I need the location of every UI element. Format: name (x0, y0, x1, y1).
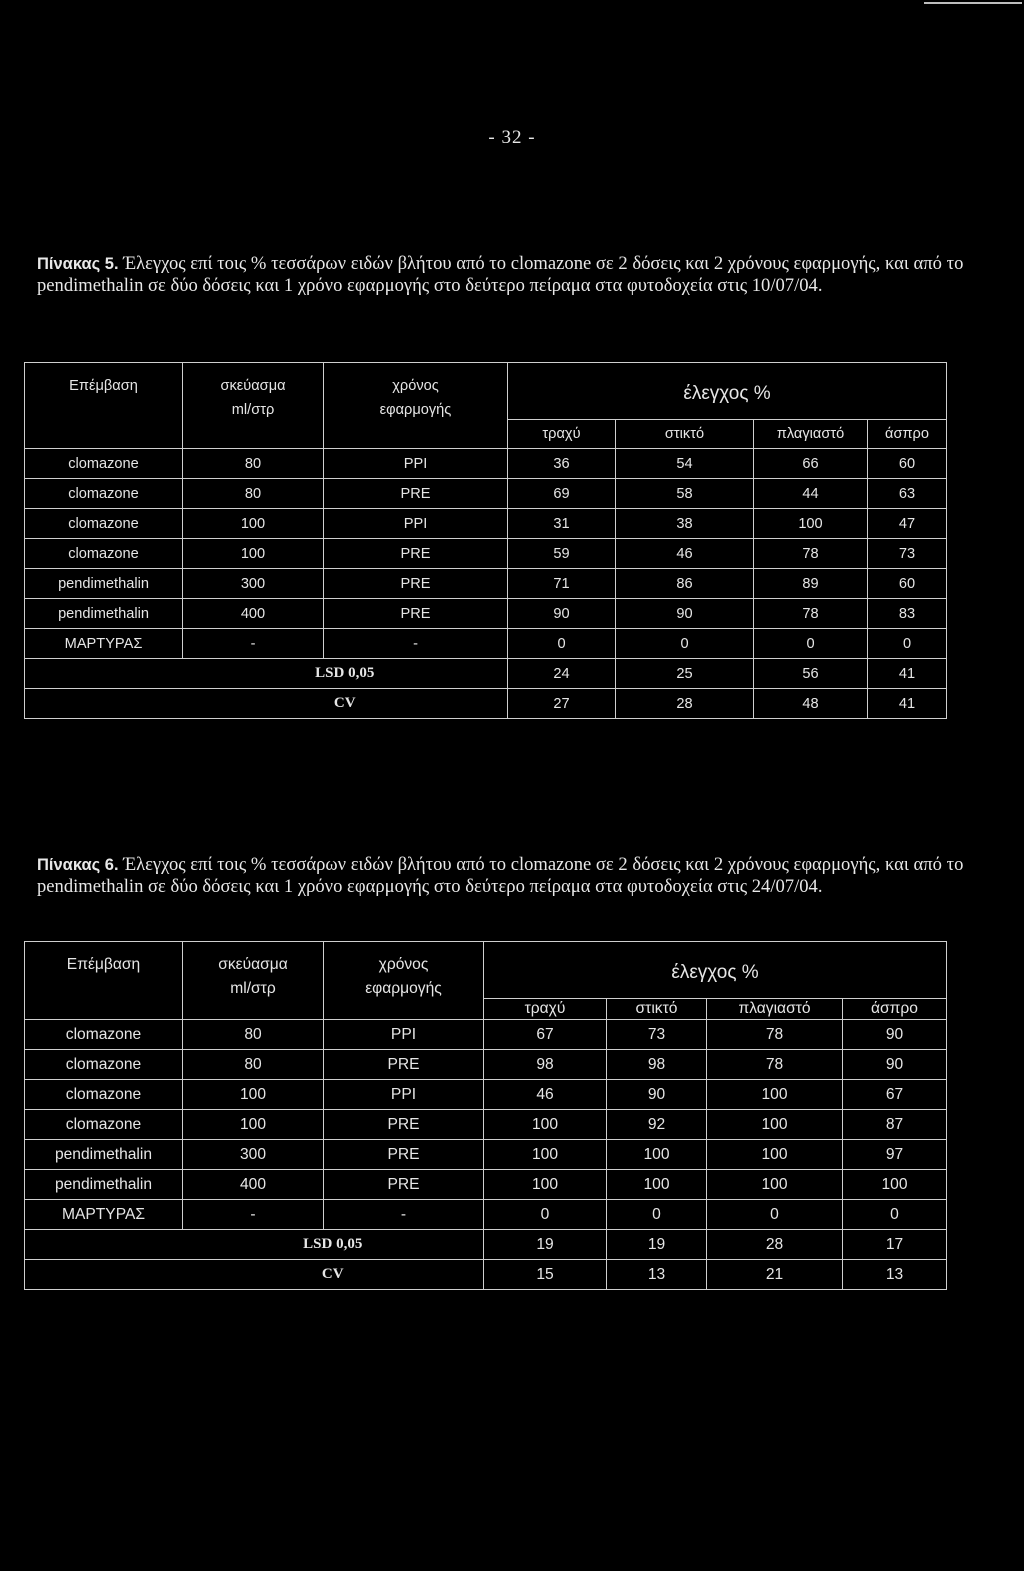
table-6-caption-text: Έλεγχος επί τοις % τεσσάρων ειδών βλήτου από το clomazone σε 2 δόσεις και 2 χρόνους εφαρμογής, και από το pendimethalin σε δύο δόσεις και 1 χρόνο εφαρμογής στο δεύτερο πείραμα στα φυτοδοχεία στις 24/07/04. (37, 854, 964, 897)
stat-row (25, 689, 947, 719)
cell-plagiasto: 100 (707, 1110, 843, 1140)
cell-trachy: 36 (508, 449, 616, 479)
stat-value: 27 (508, 689, 616, 719)
cell-dose: 300 (183, 569, 324, 599)
cell-aspro: 67 (843, 1080, 947, 1110)
cell-stikto: 58 (616, 479, 754, 509)
table-5-label: Πίνακας 5. (37, 255, 119, 273)
stat-value: 48 (754, 689, 868, 719)
cell-plagiasto: 100 (707, 1170, 843, 1200)
header-application-time: χρόνος εφαρμογής (324, 363, 508, 449)
cell-timing: PRE (324, 479, 508, 509)
header-control-group: έλεγχος % (508, 363, 947, 420)
blank-cell (25, 659, 183, 689)
cell-plagiasto: 100 (707, 1080, 843, 1110)
cell-plagiasto: 78 (707, 1050, 843, 1080)
cell-stikto: 0 (616, 629, 754, 659)
cell-trachy: 31 (508, 509, 616, 539)
cell-treatment: pendimethalin (25, 569, 183, 599)
stat-value: 25 (616, 659, 754, 689)
cell-aspro: 83 (868, 599, 947, 629)
cell-dose: 100 (183, 539, 324, 569)
header-species: άσπρο (843, 999, 947, 1020)
stat-value: 41 (868, 659, 947, 689)
cell-treatment: clomazone (25, 1080, 183, 1110)
cell-plagiasto: 100 (707, 1140, 843, 1170)
cell-timing: PRE (324, 1170, 484, 1200)
header-treatment: Επέμβαση (25, 942, 183, 1020)
table-row (25, 569, 947, 599)
cell-treatment: clomazone (25, 479, 183, 509)
cell-trachy: 71 (508, 569, 616, 599)
header-species: πλαγιαστό (707, 999, 843, 1020)
cell-dose: 400 (183, 599, 324, 629)
table-row (25, 509, 947, 539)
cell-aspro: 90 (843, 1020, 947, 1050)
stat-value: 28 (616, 689, 754, 719)
table-row (25, 599, 947, 629)
stat-value: 17 (843, 1230, 947, 1260)
header-formulation: σκεύασμα ml/στρ (183, 942, 324, 1020)
header-species: στικτό (607, 999, 707, 1020)
cell-dose: 100 (183, 509, 324, 539)
stat-value: 28 (707, 1230, 843, 1260)
cell-stikto: 73 (607, 1020, 707, 1050)
stat-value: 13 (607, 1260, 707, 1290)
cell-trachy: 46 (484, 1080, 607, 1110)
cell-trachy: 59 (508, 539, 616, 569)
cell-timing: PRE (324, 569, 508, 599)
cell-plagiasto: 78 (754, 599, 868, 629)
cell-aspro: 100 (843, 1170, 947, 1200)
cell-plagiasto: 0 (707, 1200, 843, 1230)
stat-row (25, 1230, 947, 1260)
table-row (25, 1200, 947, 1230)
top-edge-rule (924, 2, 1022, 4)
cell-dose: 100 (183, 1110, 324, 1140)
cell-trachy: 98 (484, 1050, 607, 1080)
cell-timing: PRE (324, 1050, 484, 1080)
cell-timing: PRE (324, 1110, 484, 1140)
blank-cell (25, 1230, 183, 1260)
stat-value: 13 (843, 1260, 947, 1290)
cell-plagiasto: 78 (707, 1020, 843, 1050)
cell-aspro: 73 (868, 539, 947, 569)
cell-stikto: 92 (607, 1110, 707, 1140)
stat-value: 24 (508, 659, 616, 689)
cell-treatment: pendimethalin (25, 1140, 183, 1170)
cell-stikto: 100 (607, 1170, 707, 1200)
cell-timing: - (324, 1200, 484, 1230)
header-species: τραχύ (484, 999, 607, 1020)
cell-plagiasto: 44 (754, 479, 868, 509)
blank-cell (25, 1260, 183, 1290)
cell-plagiasto: 66 (754, 449, 868, 479)
cell-treatment: ΜΑΡΤΥΡΑΣ (25, 1200, 183, 1230)
header-species: πλαγιαστό (754, 420, 868, 449)
cell-trachy: 100 (484, 1170, 607, 1200)
table-row (25, 449, 947, 479)
cell-aspro: 47 (868, 509, 947, 539)
table-row (25, 479, 947, 509)
table-row (25, 629, 947, 659)
stat-value: 56 (754, 659, 868, 689)
cell-plagiasto: 100 (754, 509, 868, 539)
cell-treatment: clomazone (25, 1110, 183, 1140)
cell-dose: 80 (183, 449, 324, 479)
cell-aspro: 97 (843, 1140, 947, 1170)
table-row (25, 1110, 947, 1140)
cell-trachy: 90 (508, 599, 616, 629)
stat-label: LSD 0,05 (183, 1230, 484, 1260)
cell-stikto: 90 (607, 1080, 707, 1110)
cell-stikto: 86 (616, 569, 754, 599)
cell-dose: 300 (183, 1140, 324, 1170)
cell-trachy: 69 (508, 479, 616, 509)
cell-aspro: 60 (868, 569, 947, 599)
table-row (25, 1170, 947, 1200)
cell-timing: PRE (324, 599, 508, 629)
cell-dose: 80 (183, 1020, 324, 1050)
blank-cell (25, 689, 183, 719)
table-row (25, 1080, 947, 1110)
cell-timing: PPI (324, 509, 508, 539)
cell-aspro: 87 (843, 1110, 947, 1140)
cell-aspro: 0 (868, 629, 947, 659)
cell-treatment: clomazone (25, 539, 183, 569)
table-5-caption-text: Έλεγχος επί τοις % τεσσάρων ειδών βλήτου από το clomazone σε 2 δόσεις και 2 χρόνους εφαρμογής, και από το pendimethalin σε δύο δόσεις και 1 χρόνο εφαρμογής στο δεύτερο πείραμα στα φυτοδοχεία στις 10/07/04. (37, 253, 964, 296)
header-species: τραχύ (508, 420, 616, 449)
cell-dose: 80 (183, 479, 324, 509)
cell-treatment: ΜΑΡΤΥΡΑΣ (25, 629, 183, 659)
cell-stikto: 46 (616, 539, 754, 569)
cell-dose: - (183, 1200, 324, 1230)
cell-treatment: pendimethalin (25, 1170, 183, 1200)
cell-dose: 400 (183, 1170, 324, 1200)
cell-trachy: 0 (508, 629, 616, 659)
cell-trachy: 67 (484, 1020, 607, 1050)
cell-dose: 80 (183, 1050, 324, 1080)
stat-value: 19 (484, 1230, 607, 1260)
cell-aspro: 60 (868, 449, 947, 479)
cell-treatment: pendimethalin (25, 599, 183, 629)
cell-trachy: 100 (484, 1110, 607, 1140)
stat-row (25, 1260, 947, 1290)
cell-plagiasto: 78 (754, 539, 868, 569)
cell-stikto: 54 (616, 449, 754, 479)
stat-label: CV (183, 1260, 484, 1290)
cell-dose: 100 (183, 1080, 324, 1110)
stat-label: CV (183, 689, 508, 719)
stat-value: 21 (707, 1260, 843, 1290)
cell-stikto: 98 (607, 1050, 707, 1080)
stat-value: 15 (484, 1260, 607, 1290)
table-5 (24, 362, 947, 719)
stat-label: LSD 0,05 (183, 659, 508, 689)
cell-treatment: clomazone (25, 1050, 183, 1080)
cell-treatment: clomazone (25, 1020, 183, 1050)
cell-timing: PRE (324, 539, 508, 569)
header-control-group: έλεγχος % (484, 942, 947, 999)
page-number: - 32 - (488, 127, 536, 148)
stat-row (25, 659, 947, 689)
cell-aspro: 0 (843, 1200, 947, 1230)
cell-stikto: 90 (616, 599, 754, 629)
cell-treatment: clomazone (25, 449, 183, 479)
header-application-time: χρόνος εφαρμογής (324, 942, 484, 1020)
cell-plagiasto: 89 (754, 569, 868, 599)
cell-stikto: 0 (607, 1200, 707, 1230)
table-row (25, 539, 947, 569)
cell-timing: - (324, 629, 508, 659)
table-row (25, 1140, 947, 1170)
cell-timing: PPI (324, 1020, 484, 1050)
header-formulation: σκεύασμα ml/στρ (183, 363, 324, 449)
cell-timing: PPI (324, 449, 508, 479)
cell-dose: - (183, 629, 324, 659)
header-treatment: Επέμβαση (25, 363, 183, 449)
cell-trachy: 100 (484, 1140, 607, 1170)
cell-plagiasto: 0 (754, 629, 868, 659)
cell-timing: PPI (324, 1080, 484, 1110)
cell-timing: PRE (324, 1140, 484, 1170)
stat-value: 41 (868, 689, 947, 719)
cell-treatment: clomazone (25, 509, 183, 539)
table-6-caption (37, 854, 997, 897)
table-5-caption (37, 253, 997, 296)
cell-stikto: 100 (607, 1140, 707, 1170)
cell-aspro: 90 (843, 1050, 947, 1080)
cell-stikto: 38 (616, 509, 754, 539)
header-species: στικτό (616, 420, 754, 449)
stat-value: 19 (607, 1230, 707, 1260)
cell-trachy: 0 (484, 1200, 607, 1230)
table-6 (24, 941, 947, 1290)
header-species: άσπρο (868, 420, 947, 449)
table-row (25, 1020, 947, 1050)
cell-aspro: 63 (868, 479, 947, 509)
table-row (25, 1050, 947, 1080)
table-6-label: Πίνακας 6. (37, 856, 119, 874)
